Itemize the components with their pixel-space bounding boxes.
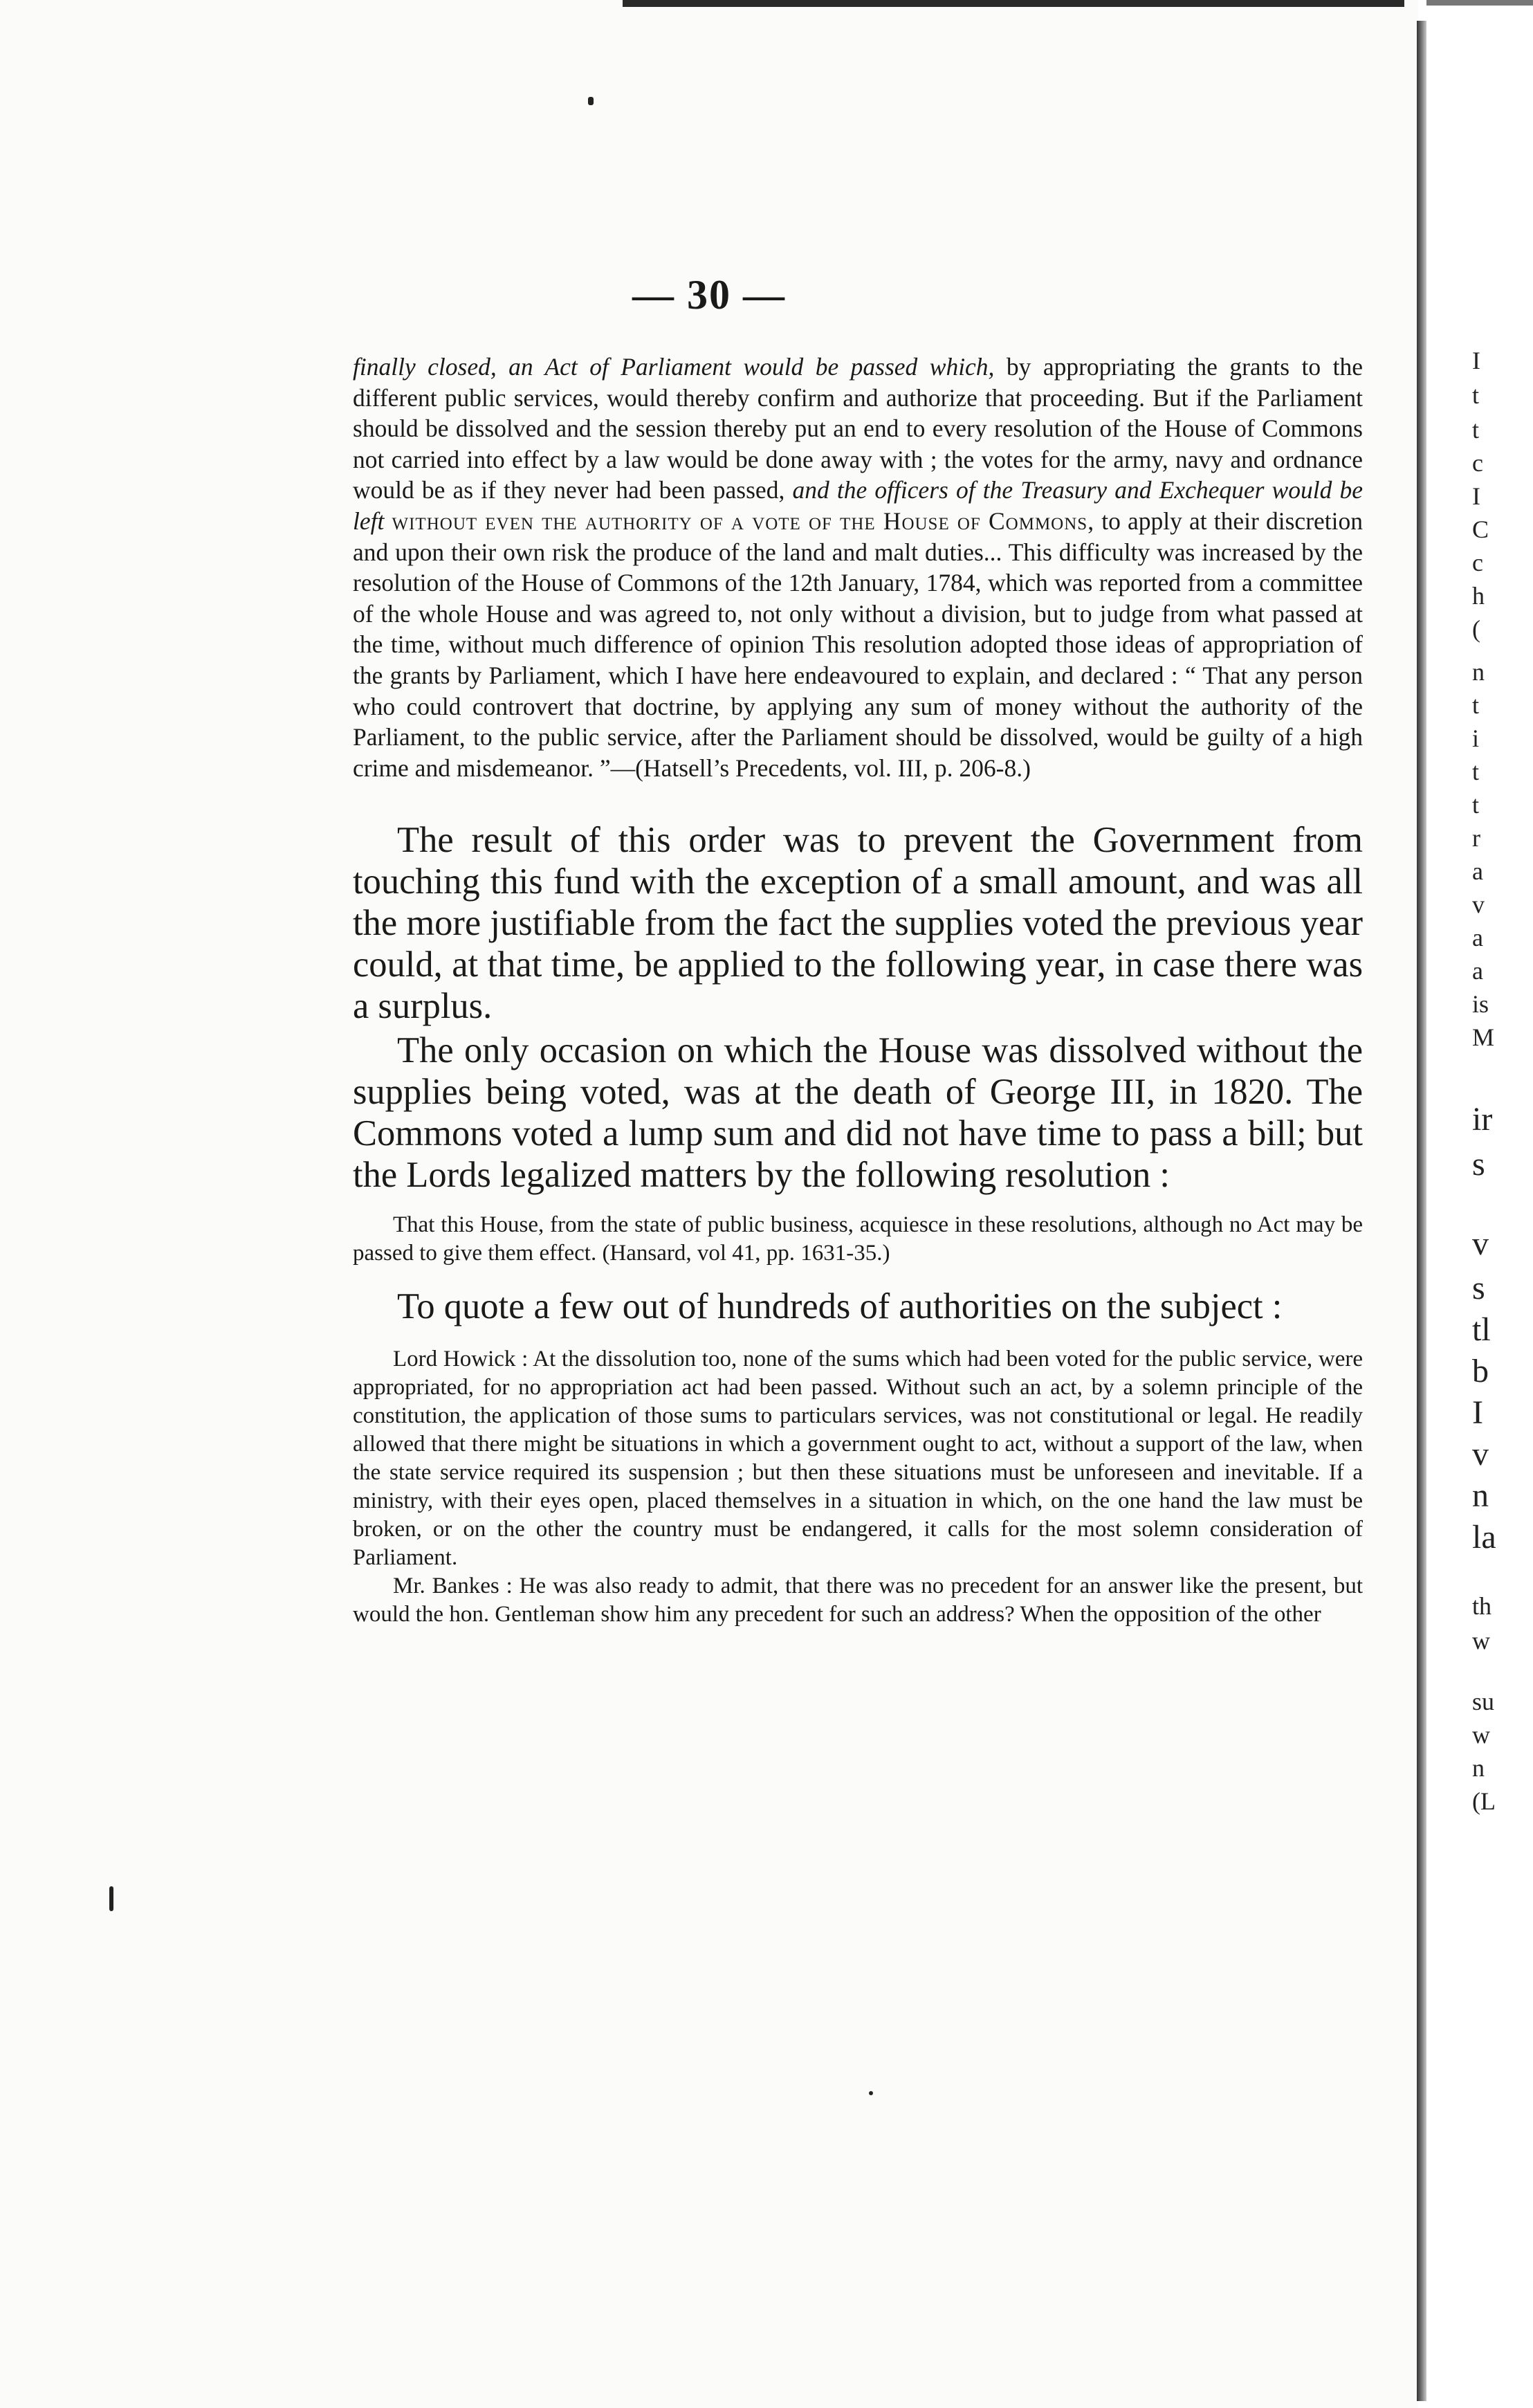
excerpt-italic-phrase: and the officers of the Treasury and Exchequer would be left: [353, 476, 1363, 535]
adjacent-fragment: c: [1472, 549, 1483, 576]
adjacent-fragment: I: [1472, 1394, 1483, 1431]
adjacent-fragment: i: [1472, 724, 1480, 752]
adjacent-fragment: la: [1472, 1519, 1496, 1556]
adjacent-fragment: t: [1472, 416, 1480, 444]
adjacent-fragment: t: [1472, 691, 1480, 719]
adjacent-fragment: I: [1472, 482, 1480, 510]
adjacent-fragment: s: [1472, 1270, 1485, 1306]
adjacent-fragment: (: [1472, 615, 1480, 643]
body-paragraph-result: The result of this order was to prevent the Government from touching this fund with the exception of a small amount, and was all the more justifiable from the fact the supplies voted the previous year could, at that time, be applied to the following year, in case there was a surplus.: [353, 820, 1363, 1027]
adjacent-fragment: c: [1472, 449, 1483, 477]
body-paragraph-dissolution: The only occasion on which the House was dissolved without the supplies being voted, was at the death of George III, in 1820. The Commons voted a lump sum and did not have time to pass a bill; but the Lords legalized matters by the following resolution :: [353, 1030, 1363, 1196]
adjacent-fragment: n: [1472, 1754, 1485, 1782]
adjacent-fragment: v: [1472, 891, 1485, 918]
scan-speck: [869, 2091, 873, 2095]
adjacent-fragment: t: [1472, 758, 1480, 785]
adjacent-fragment: s: [1472, 1146, 1485, 1183]
quote-mr-bankes: Mr. Bankes : He was also ready to admit, that there was no precedent for an answer like the present, but would the hon. Gentleman show him any precedent for such an address? When the opposition of the other: [353, 1574, 1363, 1627]
adjacent-fragment: t: [1472, 381, 1480, 409]
adjacent-fragment: a: [1472, 957, 1483, 985]
adjacent-fragment: M: [1472, 1023, 1495, 1051]
adjacent-fragment: a: [1472, 857, 1483, 885]
quote-lord-howick: Lord Howick : At the dissolution too, none of the sums which had been voted for the public service, were appropriated, for no appropriation act had been passed. Without such an act, by a solemn principle of the constitution, the application of those sums to particulars services, was not constitutional or legal. He readily allowed that there might be situations in which a government ought to act, without a support of the law, when the state service required its suspension ; but then these situations must be unforeseen and inevitable. If a ministry, with their eyes open, placed themselves in a situation in which, on the one hand the law must be broken, or on the other the country must be endangered, it calls for the most solemn consideration of Parliament.: [353, 1347, 1363, 1571]
excerpt-italic-opening: finally closed, an Act of Parliament would be passed which,: [353, 353, 995, 381]
adjacent-fragment: C: [1472, 516, 1489, 543]
adjacent-fragment: b: [1472, 1353, 1489, 1389]
scan-speck: [109, 1886, 113, 1911]
excerpt-paragraph: [353, 352, 1363, 783]
adjacent-fragment: h: [1472, 582, 1485, 610]
book-gutter: [1417, 21, 1426, 2401]
adjacent-fragment: v: [1472, 1436, 1489, 1472]
adjacent-fragment: is: [1472, 990, 1489, 1018]
excerpt-text-rest: to apply at their discretion and upon their own risk the produce of the land and malt duties... This difficulty was increased by the resolution of the House of Commons of the 12th January, 1784, which was reported from a committee of the whole House and was agreed to, not only without a division, but to judge from what passed at the time, without much difference of opinion This resolution adopted those ideas of appropriation of the grants by Parliament, which I have here endeavoured to explain, and declared : “ That any person who could controvert that doctrine, by applying any sum of money without the authority of the Parliament, to the public service, after the Parliament should be dissolved, would be guilty of a high crime and misdemeanor. ”—(Hatsell’s Precedents, vol. III, p. 206-8.): [353, 507, 1363, 782]
excerpt-smallcaps-phrase: without even the authority of a vote of the House of Commons,: [384, 507, 1095, 535]
adjacent-fragment: tl: [1472, 1311, 1491, 1348]
adjacent-fragment: w: [1472, 1721, 1490, 1749]
scan-speck: [588, 97, 594, 105]
adjacent-fragment: n: [1472, 658, 1485, 686]
adjacent-fragment: th: [1472, 1592, 1492, 1620]
excerpt-text: by appropriating the grants to the different public services, would thereby confirm and authorize that proceeding. But if the Parliament should be dissolved and the session thereby put an end to every resolution of the House of Commons not carried into effect by a law would be done away with ; the votes for the army, navy and ordnance would be as if they never had been passed,: [353, 353, 1363, 504]
adjacent-page-edge: [1426, 0, 1533, 6]
adjacent-fragment: I: [1472, 347, 1480, 374]
page-content: [353, 352, 1363, 1629]
adjacent-fragment: n: [1472, 1477, 1489, 1514]
page-number: — 30 —: [632, 272, 786, 318]
adjacent-fragment: w: [1472, 1627, 1490, 1654]
body-paragraph-authorities: To quote a few out of hundreds of authorities on the subject :: [397, 1286, 1283, 1327]
adjacent-fragment: ir: [1472, 1101, 1493, 1138]
adjacent-fragment: t: [1472, 791, 1480, 819]
lords-resolution: That this House, from the state of public business, acquiesce in these resolutions, although no Act may be passed to give them effect. (Hansard, vol 41, pp. 1631-35.): [353, 1212, 1363, 1266]
adjacent-fragment: v: [1472, 1225, 1489, 1262]
adjacent-fragment: a: [1472, 924, 1483, 951]
adjacent-fragment: su: [1472, 1688, 1495, 1715]
adjacent-fragment: (L: [1472, 1787, 1496, 1815]
top-edge-rule: [623, 0, 1404, 7]
adjacent-fragment: r: [1472, 824, 1480, 852]
